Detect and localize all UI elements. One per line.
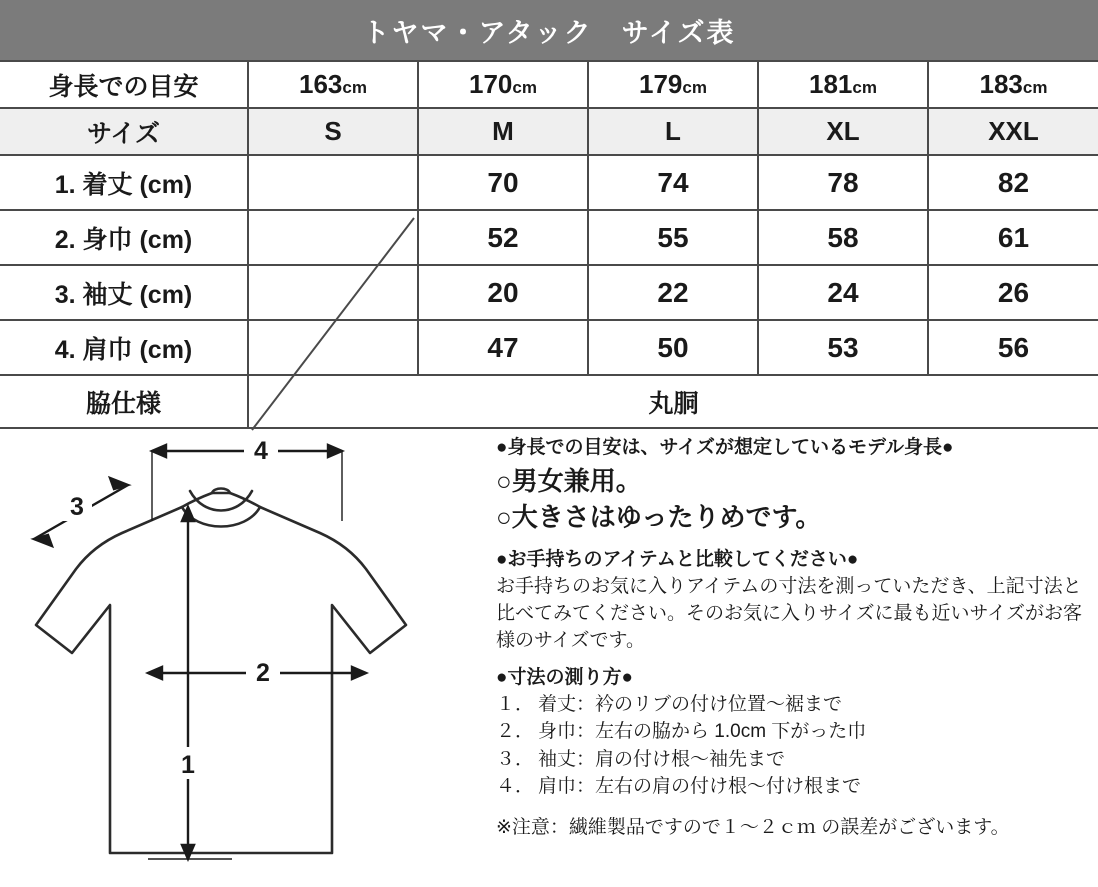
notes-caution: ※注意：繊維製品ですので１～２ｃｍ の誤差がございます。 xyxy=(496,816,1010,838)
cell-sodetake-xl: 24 xyxy=(758,265,928,320)
page-title-bar xyxy=(0,0,1098,60)
diagram-marker-2: 2 xyxy=(256,659,270,687)
size-label: サイズ xyxy=(0,108,248,155)
measure-item-1 xyxy=(496,691,1092,719)
row-label-kitake: 1. 着丈 (cm) xyxy=(0,155,248,210)
notes-heading-height-guide: ●身長での目安は、サイズが想定しているモデル身長● xyxy=(496,437,954,458)
notes-panel xyxy=(496,435,1092,872)
measure-list xyxy=(496,691,1092,801)
height-unit-s: cm xyxy=(342,78,367,97)
measure-item-3 xyxy=(496,746,1092,774)
notes-heading-compare: ●お手持ちのアイテムと比較してください● xyxy=(496,548,859,570)
size-cell-m: M xyxy=(418,108,588,155)
measure-item-4-text: 肩巾：左右の肩の付け根～付け根まで xyxy=(538,776,862,798)
cell-kitake-m: 70 xyxy=(418,155,588,210)
table-row xyxy=(0,265,1098,320)
cell-mihaba-xl: 58 xyxy=(758,210,928,265)
size-cell-s: S xyxy=(248,108,418,155)
spec-label: 脇仕様 xyxy=(0,375,248,428)
cell-katahaba-s xyxy=(248,320,418,375)
height-value-m: 170 xyxy=(469,69,513,99)
size-cell-xl: XL xyxy=(758,108,928,155)
cell-kitake-xxl: 82 xyxy=(928,155,1098,210)
measure-item-1-no: １． xyxy=(496,693,535,715)
height-guide-label: 身長での目安 xyxy=(0,61,248,108)
cell-kitake-l: 74 xyxy=(588,155,758,210)
cell-sodetake-l: 22 xyxy=(588,265,758,320)
height-unit-l: cm xyxy=(682,78,707,97)
notes-heading-how-to-measure: ●寸法の測り方● xyxy=(496,666,633,688)
cell-katahaba-xxl: 56 xyxy=(928,320,1098,375)
height-unit-m: cm xyxy=(512,78,537,97)
height-cell-m xyxy=(418,61,588,108)
height-cell-l xyxy=(588,61,758,108)
cell-mihaba-m: 52 xyxy=(418,210,588,265)
notes-paragraph-compare: お手持ちのお気に入りアイテムの寸法を測っていただき、上記寸法と比べてみてください。そのお気に入りサイズに最も近いサイズがお客様のサイズです。 xyxy=(496,575,1082,651)
height-cell-xl xyxy=(758,61,928,108)
size-cell-xxl: XXL xyxy=(928,108,1098,155)
height-cell-xxl xyxy=(928,61,1098,108)
height-cell-s xyxy=(248,61,418,108)
height-value-xxl: 183 xyxy=(979,69,1023,99)
measure-item-4-no: ４． xyxy=(496,776,535,798)
measure-item-1-text: 着丈：衿のリブの付け位置～裾まで xyxy=(538,693,843,715)
measure-item-3-no: ３． xyxy=(496,748,535,770)
cell-mihaba-xxl: 61 xyxy=(928,210,1098,265)
row-label-sodetake: 3. 袖丈 (cm) xyxy=(0,265,248,320)
table-row-spec xyxy=(0,375,1098,428)
cell-katahaba-xl: 53 xyxy=(758,320,928,375)
cell-sodetake-m: 20 xyxy=(418,265,588,320)
cell-mihaba-l: 55 xyxy=(588,210,758,265)
measure-item-3-text: 袖丈：肩の付け根～袖先まで xyxy=(538,748,786,770)
cell-kitake-s xyxy=(248,155,418,210)
size-table-wrapper xyxy=(0,60,1098,429)
lower-section xyxy=(0,429,1098,872)
table-row-height-guide xyxy=(0,61,1098,108)
height-value-s: 163 xyxy=(299,69,343,99)
row-label-mihaba: 2. 身巾 (cm) xyxy=(0,210,248,265)
cell-mihaba-s xyxy=(248,210,418,265)
cell-sodetake-s xyxy=(248,265,418,320)
notes-bullet-loose-fit: ○大きさはゆったりめです。 xyxy=(496,502,822,533)
table-row xyxy=(0,155,1098,210)
measure-item-2-no: ２． xyxy=(496,721,535,743)
diagram-marker-1: 1 xyxy=(181,751,195,779)
height-value-xl: 181 xyxy=(809,69,853,99)
size-table xyxy=(0,60,1098,429)
cell-kitake-xl: 78 xyxy=(758,155,928,210)
measure-item-2 xyxy=(496,718,1092,746)
page-title: トヤマ・アタック サイズ表 xyxy=(362,17,736,48)
row-label-katahaba: 4. 肩巾 (cm) xyxy=(0,320,248,375)
cell-sodetake-xxl: 26 xyxy=(928,265,1098,320)
height-unit-xl: cm xyxy=(852,78,877,97)
tshirt-measurement-diagram xyxy=(0,429,488,872)
measure-item-2-text: 身巾：左右の脇から 1.0cm 下がった巾 xyxy=(538,721,867,743)
table-row xyxy=(0,320,1098,375)
cell-katahaba-l: 50 xyxy=(588,320,758,375)
table-row-sizes xyxy=(0,108,1098,155)
height-value-l: 179 xyxy=(639,69,683,99)
table-row xyxy=(0,210,1098,265)
spec-value: 丸胴 xyxy=(248,375,1098,428)
cell-katahaba-m: 47 xyxy=(418,320,588,375)
height-unit-xxl: cm xyxy=(1022,78,1048,97)
diagram-marker-3: 3 xyxy=(70,493,84,521)
diagram-marker-4: 4 xyxy=(254,437,268,465)
size-cell-l: L xyxy=(588,108,758,155)
notes-bullet-unisex: ○男女兼用。 xyxy=(496,466,642,497)
measure-item-4 xyxy=(496,773,1092,801)
